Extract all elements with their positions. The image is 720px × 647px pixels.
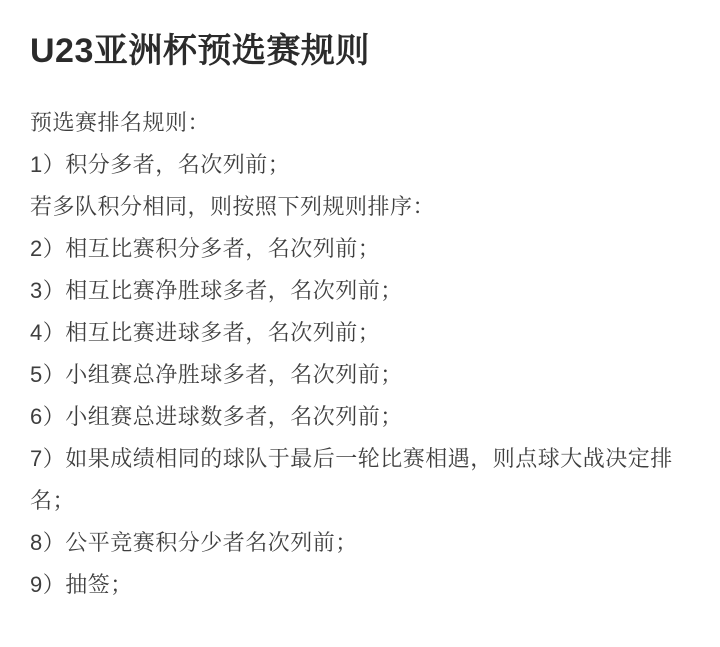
rule-line-7-wrap: 名； <box>30 488 76 513</box>
rule-line-2: 2）相互比赛积分多者，名次列前； <box>30 236 381 261</box>
rule-line-1: 1）积分多者，名次列前； <box>30 152 291 177</box>
rules-body <box>30 102 690 606</box>
rule-line-5: 5）小组赛总净胜球多者，名次列前； <box>30 362 403 387</box>
rule-line-9: 9）抽签； <box>30 572 133 597</box>
tiebreak-intro-line: 若多队积分相同，则按照下列规则排序： <box>30 194 436 219</box>
rule-line-8: 8）公平竞赛积分少者名次列前； <box>30 530 358 555</box>
rule-line-6: 6）小组赛总进球数多者，名次列前； <box>30 404 403 429</box>
rule-line-3: 3）相互比赛净胜球多者，名次列前； <box>30 278 403 303</box>
rule-line-4: 4）相互比赛进球多者，名次列前； <box>30 320 381 345</box>
page-title: U23亚洲杯预选赛规则 <box>30 32 370 70</box>
rules-intro-line: 预选赛排名规则： <box>30 110 211 135</box>
rule-line-7: 7）如果成绩相同的球队于最后一轮比赛相遇，则点球大战决定排 <box>30 446 673 471</box>
